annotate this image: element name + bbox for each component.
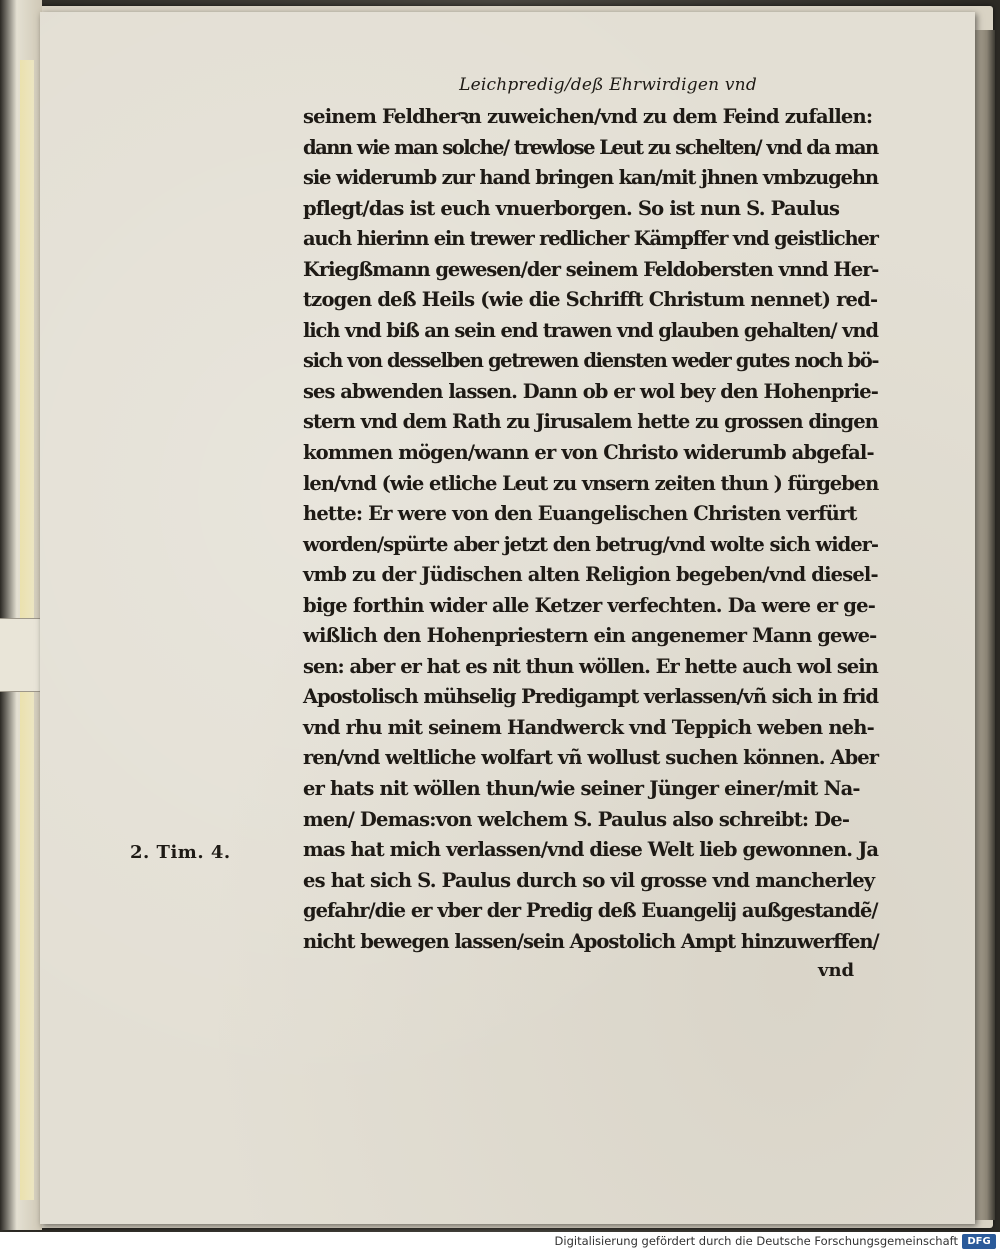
text-line: worden/spürte aber jetzt den betrug/vnd wolte sich wider- [303,532,878,556]
text-block [303,68,893,957]
text-line: men/ Demas:von welchem S. Paulus also schreibt: De- [303,807,850,831]
text-line: vnd rhu mit seinem Handwerck vnd Teppich weben neh- [303,715,874,739]
text-line: tzogen deß Heils (wie die Schrifft Christum nennet) red- [303,288,878,312]
text-line: mas hat mich verlassen/vnd diese Welt lieb gewonnen. Ja [303,838,879,862]
text-line: sich von desselben getrewen diensten weder gutes noch bö- [303,349,879,373]
text-line: stern vnd dem Rath zu Jirusalem hette zu grossen dingen [303,410,878,434]
text-line: lich vnd biß an sein end trawen vnd glauben gehalten/ vnd [303,318,878,342]
body-text [303,102,893,957]
dfg-logo-icon: DFG [962,1234,996,1249]
text-line: auch hierinn ein trewer redlicher Kämpffer vnd geistlicher [303,227,878,251]
page-edge [975,30,995,1220]
text-line: ses abwenden lassen. Dann ob er wol bey den Hohenprie- [303,379,878,403]
text-line: ren/vnd weltliche wolfart vñ wollust suchen können. Aber [303,746,879,770]
margin-reference: 2. Tim. 4. [130,842,231,863]
text-line: pflegt/das ist euch vnuerborgen. So ist nun S. Paulus [303,196,840,220]
text-line: vmb zu der Jüdischen alten Religion begeben/vnd diesel- [303,563,878,587]
text-line: sie widerumb zur hand bringen kan/mit jhnen vmbzugehn [303,166,878,190]
text-line: Apostolisch mühselig Predigampt verlassen/vñ sich in frid [303,685,878,709]
text-line: hette: Er were von den Euangelischen Christen verfürt [303,502,857,526]
text-line: kommen mögen/wann er von Christo widerumb abgefal- [303,441,874,465]
text-line: gefahr/die er vber der Predig deß Euangelij außgestandẽ/ [303,899,878,923]
text-line: dann wie man solche/ trewlose Leut zu schelten/ vnd da man [303,135,878,159]
text-line: wißlich den Hohenpriestern ein angenemer Mann gewe- [303,624,877,648]
text-line: seinem Feldherꝛn zuweichen/vnd zu dem Feind zufallen: [303,105,873,128]
text-line: Kriegßmann gewesen/der seinem Feldobersten vnnd Her- [303,257,879,281]
running-header: Leichpredig/deß Ehrwirdigen vnd [459,75,757,95]
digitization-credit: Digitalisierung gefördert durch die Deutsche Forschungsgemeinschaft [554,1234,958,1248]
footer-bar [0,1232,1000,1252]
text-line: bige forthin wider alle Ketzer verfechten. Da were er ge- [303,593,875,617]
catchword: vnd [818,960,855,981]
text-line: sen: aber er hat es nit thun wöllen. Er hette auch wol sein [303,654,878,678]
text-line: es hat sich S. Paulus durch so vil grosse vnd mancherley [303,868,875,892]
text-line: len/vnd (wie etliche Leut zu vnsern zeiten thun ) fürgeben [303,471,879,495]
text-line: nicht bewegen lassen/sein Apostolich Ampt hinzuwerffen/ [303,929,879,953]
text-line: er hats nit wöllen thun/wie seiner Jünger einer/mit Na- [303,777,860,801]
